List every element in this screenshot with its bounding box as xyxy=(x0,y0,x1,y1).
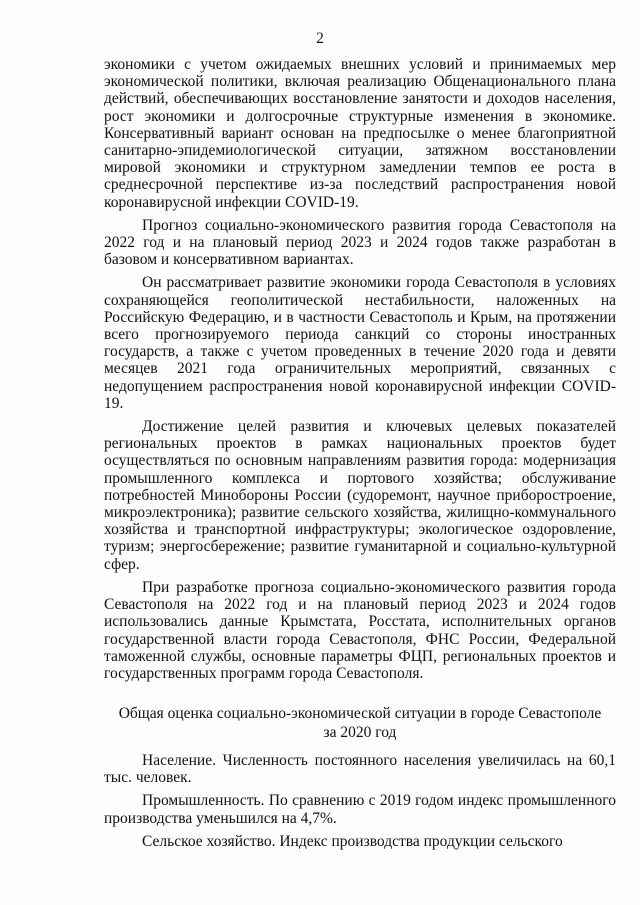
section-heading-line-2: за 2020 год xyxy=(323,724,397,741)
paragraph-economic-conditions: Он рассматривает развитие экономики города Севастополя в условиях сохраняющейся геополитической нестабильности, наложенных на Российскую Федерацию, и в частности Севастополь и Крым, на протяжении всего прогнозируемого периода санкций со стороны иностранных государств, а также с учетом проведенных в течение 2020 года и девяти месяцев 2021 года ограничительных мероприятий, связанных с недопущением распространения новой коронавирусной инфекции COVID-19. xyxy=(104,274,616,412)
paragraph-forecast-variants: Прогноз социально-экономического развития города Севастополя на 2022 год и на плановый период 2023 и 2024 годов также разработан в базовом и консервативном вариантах. xyxy=(104,216,616,269)
section-heading xyxy=(104,704,616,742)
paragraph-consensus-continued: экономики с учетом ожидаемых внешних условий и принимаемых мер экономической политики, включая реализацию Общенационального плана действий, обеспечивающих восстановление занятости и доходов населения, рост экономики и долгосрочные структурные изменения в экономике. Консервативный вариант основан на предпосылке о менее благоприятной санитарно-эпидемиологической ситуации, затяжном восстановлении мировой экономики и структурном замедлении темпов ее роста в среднесрочной перспективе из-за последствий распространения новой коронавирусной инфекции COVID-19. xyxy=(104,56,616,211)
paragraph-development-directions: Достижение целей развития и ключевых целевых показателей региональных проектов в рамках национальных проектов будет осуществляться по основным направлениям развития города: модернизация промышленного комплекса и портового хозяйства; обслуживание потребностей Минобороны России (судоремонт, научное приборостроение, микроэлектроника); развитие сельского хозяйства, жилищно-коммунального хозяйства и транспортной инфраструктуры; экологическое оздоровление, туризм; энергосбережение; развитие гуманитарной и социально-культурной сфер. xyxy=(104,418,616,573)
paragraph-data-sources: При разработке прогноза социально-экономического развития города Севастополя на 2022 год и на плановый период 2023 и 2024 годов использовались данные Крымстата, Росстата, исполнительных органов государственной власти города Севастополя, ФНС России, Федеральной таможенной службы, основные параметры ФЦП, региональных проектов и государственных программ города Севастополя. xyxy=(104,578,616,682)
paragraph-population: Население. Численность постоянного населения увеличилась на 60,1 тыс. человек. xyxy=(104,752,616,787)
section-heading-line-1: Общая оценка социально-экономической ситуации в городе Севастополе xyxy=(118,705,602,722)
paragraph-agriculture: Сельское хозяйство. Индекс производства продукции сельского xyxy=(142,832,563,850)
paragraph-industry: Промышленность. По сравнению с 2019 годом индекс промышленного производства уменьшился на 4,7%. xyxy=(104,792,616,827)
page-number: 2 xyxy=(316,30,324,47)
document-body xyxy=(104,56,616,688)
section-body xyxy=(104,752,616,856)
